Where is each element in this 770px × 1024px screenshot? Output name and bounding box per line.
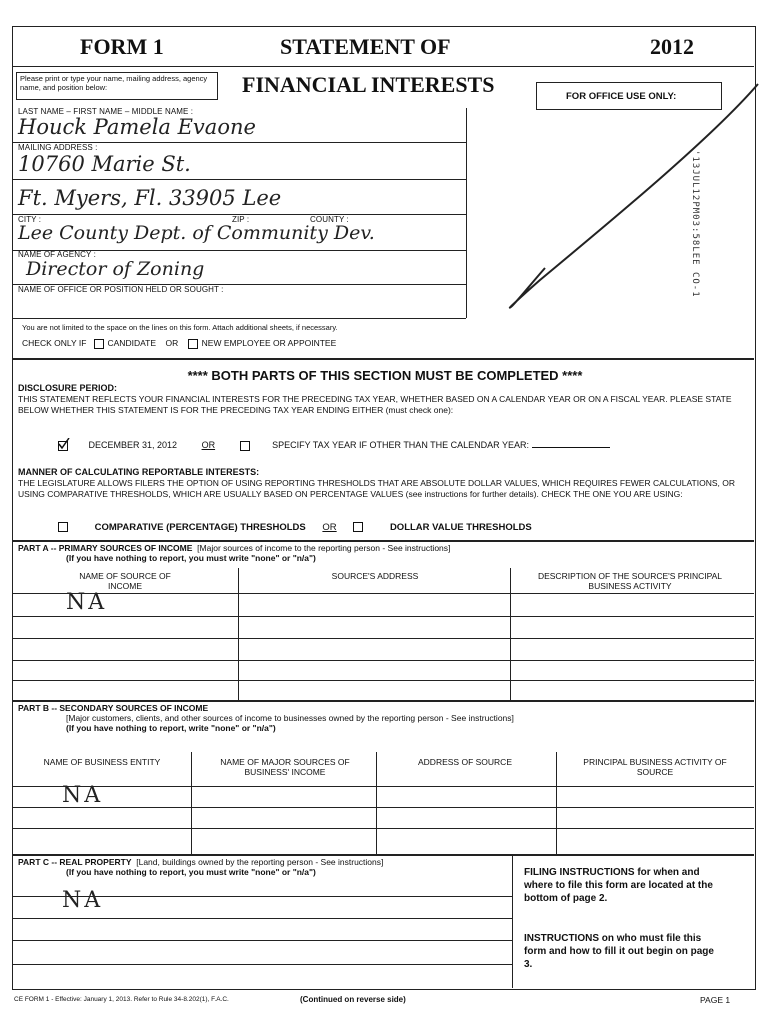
part-b-col-divider — [556, 752, 557, 854]
city-label: CITY : — [18, 215, 42, 224]
both-parts-banner: **** BOTH PARTS OF THIS SECTION MUST BE COMPLETED **** — [187, 368, 583, 383]
part-a-col2-header: SOURCE'S ADDRESS — [331, 571, 419, 581]
address-line — [12, 179, 466, 180]
form-label: FORM 1 — [80, 34, 164, 59]
part-a-entry: NA — [66, 590, 108, 615]
dollar-checkbox[interactable] — [353, 522, 363, 532]
specify-field[interactable] — [532, 447, 610, 448]
part-a-row-line — [12, 680, 754, 681]
part-c-row-line — [12, 918, 512, 919]
who-instructions: INSTRUCTIONS on who must file this form and how to fill it out begin on page 3. — [524, 933, 714, 970]
dollar-label: DOLLAR VALUE THRESHOLDS — [389, 522, 532, 533]
manner-text: THE LEGISLATURE ALLOWS FILERS THE OPTION OF USING REPORTING THRESHOLDS THAT ARE ABSOLUTE DOLLAR VALUES, WHICH REQUIRES FEWER CALCULATIONS, OR USING COMPARATIVE THRESHOLDS, WHICH ARE USUALLY BASED ON PERCENTAGE VALUES (see instructions for further details). CHECK THE ONE YOU ARE USING: — [18, 478, 735, 499]
agency-label: NAME OF AGENCY : — [18, 250, 96, 259]
part-b-entry: NA — [62, 783, 104, 808]
part-b-col3-header: ADDRESS OF SOURCE — [418, 757, 512, 767]
dec31-label: DECEMBER 31, 2012 — [88, 440, 178, 450]
part-a-col3-header: DESCRIPTION OF THE SOURCE'S PRINCIPAL BUSINESS ACTIVITY — [537, 571, 723, 591]
check-icon — [58, 438, 70, 450]
title-line1: STATEMENT OF — [280, 34, 451, 59]
part-a-col-divider — [510, 568, 511, 700]
comparative-checkbox[interactable] — [58, 522, 68, 532]
part-a-title-text: PART A -- PRIMARY SOURCES OF INCOME — [18, 543, 193, 553]
tax-year-row — [58, 440, 610, 451]
title-line2: FINANCIAL INTERESTS — [242, 72, 495, 97]
candidate-checkbox[interactable] — [94, 339, 104, 349]
candidate-label: CANDIDATE — [107, 338, 156, 348]
check-or: OR — [165, 338, 179, 348]
office-checkmark — [490, 80, 770, 320]
part-a-row-line — [12, 616, 754, 617]
part-a-top — [12, 540, 754, 542]
new-employee-checkbox[interactable] — [188, 339, 198, 349]
filer-bottom-line — [12, 318, 466, 319]
manner-title: MANNER OF CALCULATING REPORTABLE INTERESTS: — [18, 467, 260, 477]
footer-page: PAGE 1 — [700, 995, 731, 1005]
county-label: COUNTY : — [310, 215, 349, 224]
tax-or: OR — [201, 440, 216, 450]
part-b-col2-header: NAME OF MAJOR SOURCES OF BUSINESS' INCOME — [220, 757, 350, 777]
check-only-label: CHECK ONLY IF — [22, 338, 87, 348]
part-a-row-line — [12, 660, 754, 661]
part-b-title: PART B -- SECONDARY SOURCES OF INCOME — [18, 703, 209, 713]
threshold-or: OR — [322, 522, 337, 533]
part-c-divider — [512, 854, 513, 988]
address-line2: Ft. Myers, Fl. 33905 Lee — [18, 186, 282, 210]
part-c-title-note: [Land, buildings owned by the reporting person - See instructions] — [136, 857, 384, 867]
part-c-nothing: (If you have nothing to report, you must write "none" or "n/a") — [66, 867, 316, 877]
filing-instructions: FILING INSTRUCTIONS for when and where to file this form are located at the bottom of page 2. — [524, 867, 713, 904]
position-value: Director of Zoning — [26, 258, 205, 280]
part-b-col-divider — [191, 752, 192, 854]
part-b-row-line — [12, 828, 754, 829]
disclosure-title: DISCLOSURE PERIOD: — [18, 383, 118, 393]
name-value: Houck Pamela Evaone — [18, 115, 256, 139]
part-a-row-line — [12, 593, 754, 594]
part-a-col-divider — [238, 568, 239, 700]
footer-continued: (Continued on reverse side) — [300, 995, 406, 1004]
check-row — [22, 338, 336, 349]
filer-right-edge — [466, 108, 467, 318]
part-c-top — [12, 854, 754, 856]
part-c-entry: NA — [62, 888, 104, 913]
dec31-checkbox[interactable] — [58, 441, 68, 451]
threshold-row — [58, 522, 532, 533]
part-a-title — [18, 543, 450, 553]
part-b-col4-header: PRINCIPAL BUSINESS ACTIVITY OF SOURCE — [583, 757, 727, 777]
part-a-title-note: [Major sources of income to the reporting person - See instructions] — [197, 543, 451, 553]
space-note: You are not limited to the space on the lines on this form. Attach additional sheets, if necessary. — [22, 323, 338, 332]
address-label: MAILING ADDRESS : — [18, 143, 98, 152]
part-b-note: [Major customers, clients, and other sources of income to businesses owned by the reporting person - See instructions] — [66, 713, 514, 723]
received-stamp: '13JUL12PM03:58LEE CO-1 — [690, 150, 700, 298]
office-use-label: FOR OFFICE USE ONLY: — [566, 91, 677, 102]
part-a-nothing: (If you have nothing to report, you must write "none" or "n/a") — [66, 553, 316, 563]
disclosure-text: THIS STATEMENT REFLECTS YOUR FINANCIAL INTERESTS FOR THE PRECEDING TAX YEAR, WHETHER BASED ON A CALENDAR YEAR OR ON A FISCAL YEAR. PLEASE STATE BELOW WHETHER THIS STATEMENT IS FOR THE PRECEDING TAX YEAR ENDING EITHER (must check one): — [18, 394, 732, 415]
part-b-col-divider — [376, 752, 377, 854]
zip-label: ZIP : — [232, 215, 250, 224]
section-divider — [12, 358, 754, 360]
name-label: LAST NAME – FIRST NAME – MIDDLE NAME : — [18, 107, 194, 116]
part-b-top — [12, 700, 754, 702]
part-b-nothing: (If you have nothing to report, write "none" or "n/a") — [66, 723, 276, 733]
position-label: NAME OF OFFICE OR POSITION HELD OR SOUGHT : — [18, 285, 224, 294]
part-c-row-line — [12, 940, 512, 941]
part-a-row-line — [12, 638, 754, 639]
agency-value: Lee County Dept. of Community Dev. — [18, 222, 375, 244]
header-instruction: Please print or type your name, mailing address, agency name, and position below: — [20, 74, 208, 92]
footer-left: CE FORM 1 - Effective: January 1, 2013. Refer to Rule 34-8.202(1), F.A.C. — [14, 996, 229, 1003]
comparative-label: COMPARATIVE (PERCENTAGE) THRESHOLDS — [94, 522, 306, 533]
part-c-title — [18, 857, 383, 867]
part-b-row-line — [12, 786, 754, 787]
part-a-col1-header: NAME OF SOURCE OF INCOME — [79, 571, 171, 591]
specify-checkbox[interactable] — [240, 441, 250, 451]
part-c-title-text: PART C -- REAL PROPERTY — [18, 857, 132, 867]
part-c-row-line — [12, 964, 512, 965]
part-b-row-line — [12, 807, 754, 808]
specify-label: SPECIFY TAX YEAR IF OTHER THAN THE CALENDAR YEAR: — [272, 440, 530, 450]
form-year: 2012 — [650, 34, 694, 59]
header-divider — [12, 66, 754, 67]
new-employee-label: NEW EMPLOYEE OR APPOINTEE — [201, 338, 337, 348]
address-line1: 10760 Marie St. — [18, 152, 191, 176]
part-b-col1-header: NAME OF BUSINESS ENTITY — [43, 757, 161, 767]
